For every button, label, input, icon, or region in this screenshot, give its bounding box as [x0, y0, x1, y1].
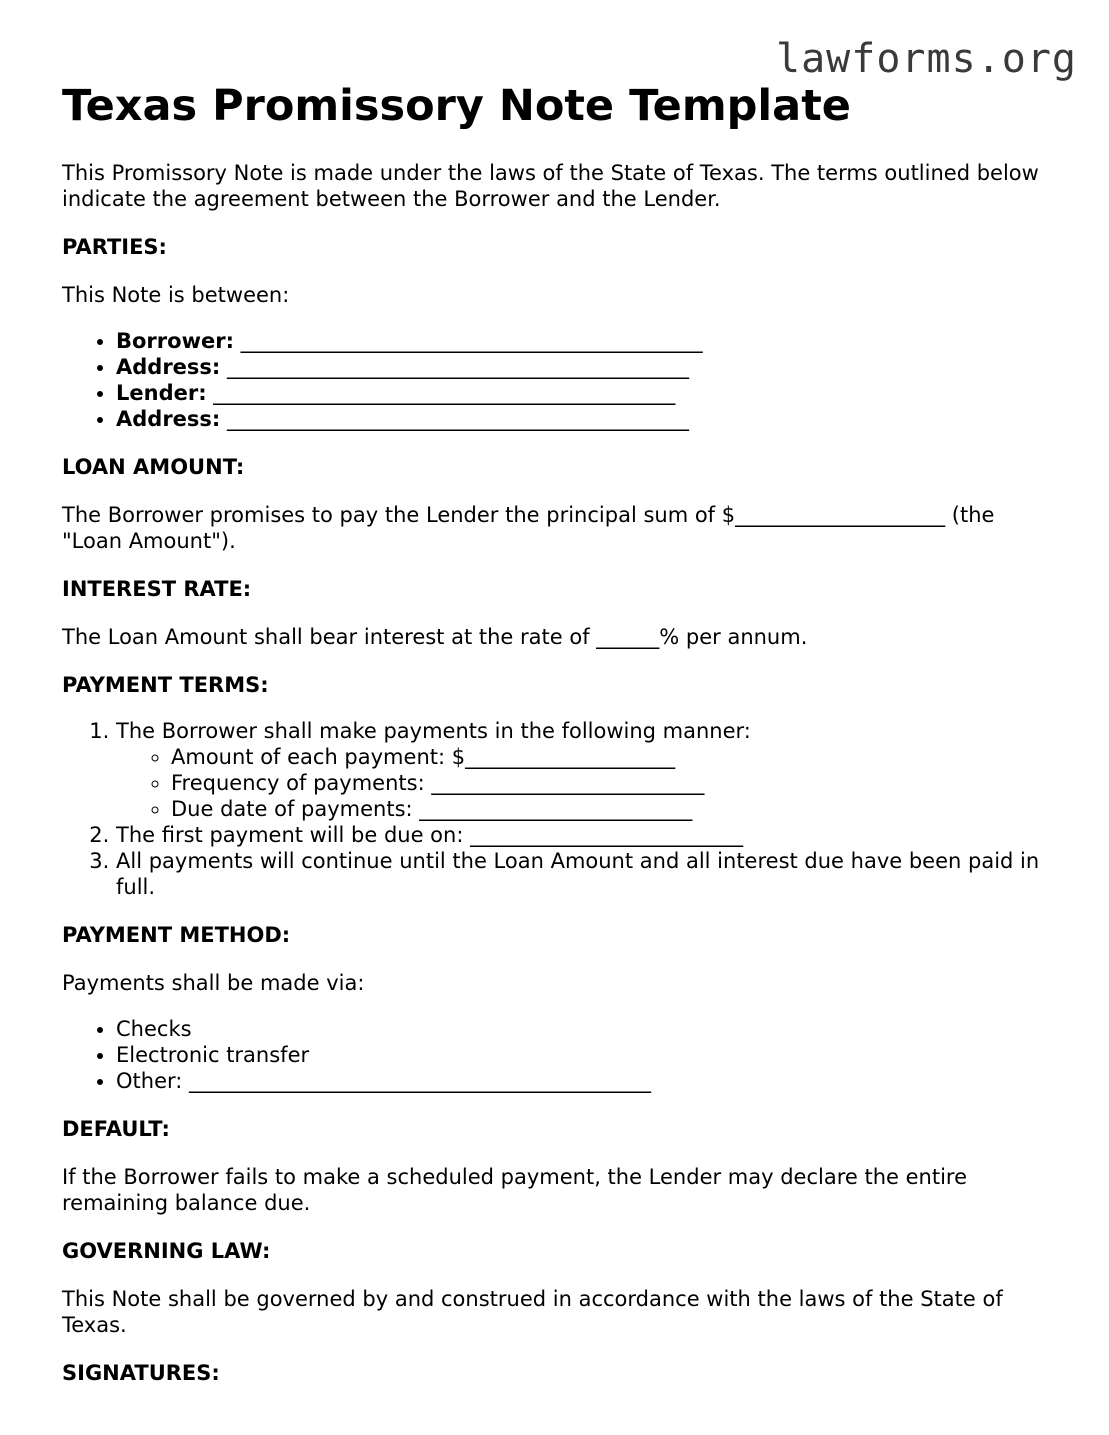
payment-subitem: ◦ Amount of each payment: $____________________	[171, 744, 1052, 770]
payment-method-heading: PAYMENT METHOD:	[62, 923, 291, 947]
parties-lead: This Note is between:	[62, 283, 290, 307]
payment-terms-list	[62, 718, 1052, 900]
loan-amount-text: The Borrower promises to pay the Lender the principal sum of $____________________ (the "Loan Amount").	[62, 503, 995, 553]
party-label: Lender:	[116, 381, 207, 405]
party-item-borrower	[116, 328, 1052, 354]
governing-law-heading: GOVERNING LAW:	[62, 1239, 271, 1263]
party-blank: ____________________________________________	[227, 407, 690, 431]
document-title: Texas Promissory Note Template	[62, 81, 851, 131]
payment-subitem: ◦ Frequency of payments: __________________________	[171, 770, 1052, 796]
payment-method-lead: Payments shall be made via:	[62, 971, 365, 995]
payment-method-list	[62, 1016, 1052, 1094]
party-blank: ____________________________________________	[213, 381, 676, 405]
parties-list	[62, 328, 1052, 432]
payment-term-item: 3. All payments will continue until the Loan Amount and all interest due have been paid in full.	[116, 848, 1052, 900]
party-label: Borrower:	[116, 329, 234, 353]
party-item-lender	[116, 380, 1052, 406]
party-blank: ____________________________________________	[227, 355, 690, 379]
payment-subitem: ◦ Due date of payments: __________________________	[171, 796, 1052, 822]
intro-paragraph: This Promissory Note is made under the laws of the State of Texas. The terms outlined below indicate the agreement between the Borrower and the Lender.	[62, 161, 1039, 211]
interest-rate-text: The Loan Amount shall bear interest at the rate of ______% per annum.	[62, 625, 808, 649]
loan-amount-heading: LOAN AMOUNT:	[62, 455, 245, 479]
party-label: Address:	[116, 407, 221, 431]
document-page	[62, 78, 1052, 1386]
payment-term-item	[116, 718, 1052, 822]
default-heading: DEFAULT:	[62, 1117, 170, 1141]
interest-rate-heading: INTEREST RATE:	[62, 577, 252, 601]
payment-term-item: 2. The first payment will be due on: __________________________	[116, 822, 1052, 848]
parties-heading: PARTIES:	[62, 235, 167, 259]
payment-term-text: The Borrower shall make payments in the following manner:	[116, 719, 751, 743]
party-item-lender-address	[116, 406, 1052, 432]
governing-law-text: This Note shall be governed by and construed in accordance with the laws of the State of Texas.	[62, 1287, 1003, 1337]
watermark: lawforms.org	[776, 36, 1077, 82]
payment-method-item: • Checks	[116, 1016, 1052, 1042]
payment-terms-heading: PAYMENT TERMS:	[62, 673, 269, 697]
party-blank: ____________________________________________	[240, 329, 703, 353]
signatures-heading: SIGNATURES:	[62, 1361, 220, 1385]
payment-method-item: • Electronic transfer	[116, 1042, 1052, 1068]
party-item-borrower-address	[116, 354, 1052, 380]
default-text: If the Borrower fails to make a scheduled payment, the Lender may declare the entire remaining balance due.	[62, 1165, 968, 1215]
party-label: Address:	[116, 355, 221, 379]
payment-terms-sublist	[116, 744, 1052, 822]
payment-method-item: • Other: ____________________________________________	[116, 1068, 1052, 1094]
